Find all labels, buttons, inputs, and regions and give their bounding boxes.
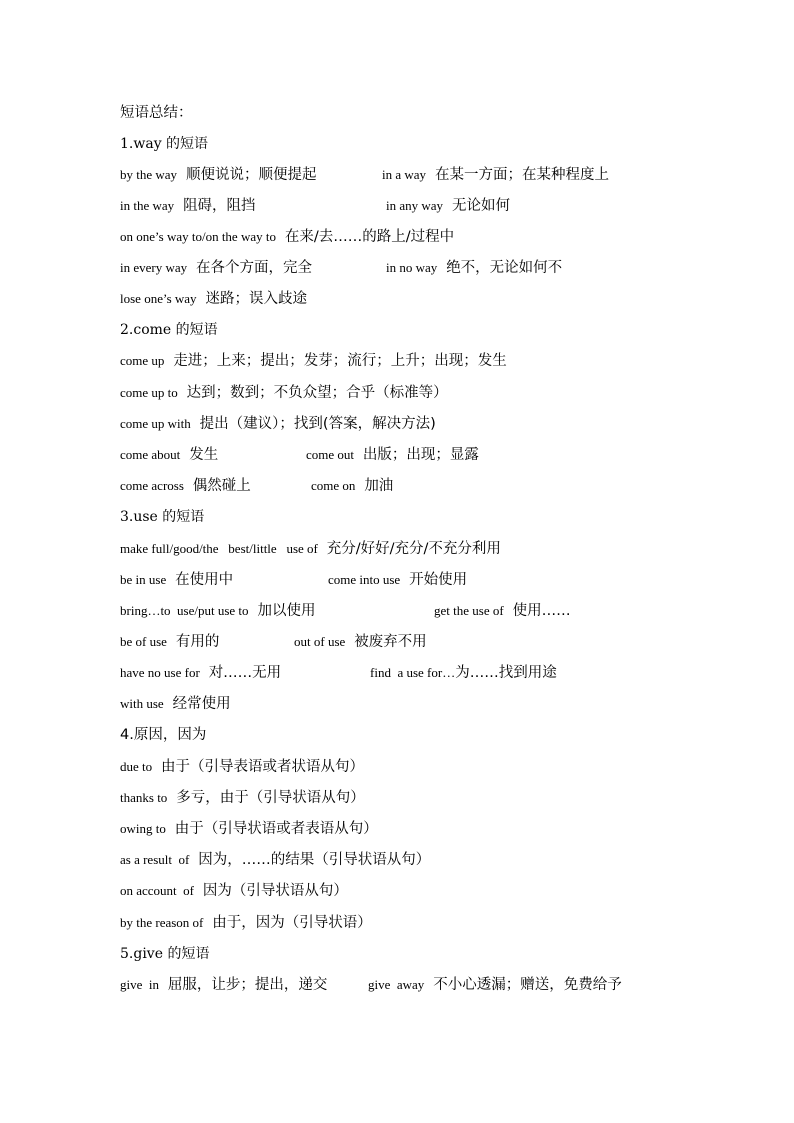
phrase-entry: out of use 被废弃不用	[294, 634, 427, 650]
phrase-entry: be in use 在使用中	[120, 572, 234, 588]
phrase-entry: in any way 无论如何	[386, 198, 510, 214]
section-heading-give: 5.give 的短语	[120, 946, 210, 962]
phrase-entry: by the way 顺便说说；顺便提起	[120, 167, 317, 183]
phrase-entry: bring…to use/put use to 加以使用	[120, 603, 316, 619]
phrase-entry: owing to 由于（引导状语或者表语从句）	[120, 821, 378, 837]
phrase-entry: due to 由于（引导表语或者状语从句）	[120, 759, 365, 775]
section-heading-way: 1.way 的短语	[120, 136, 209, 152]
phrase-entry: on one’s way to/on the way to 在来/去……的路上/过程中	[120, 229, 455, 245]
phrase-entry: in every way 在各个方面，完全	[120, 260, 313, 276]
section-heading-come: 2.come 的短语	[120, 322, 218, 338]
phrase-entry: lose one’s way 迷路；误入歧途	[120, 291, 307, 307]
phrase-entry: come into use 开始使用	[328, 572, 468, 588]
phrase-entry: come on 加油	[311, 478, 394, 494]
section-heading-reason: 4.原因，因为	[120, 727, 207, 743]
phrase-entry: give in 屈服，让步；提出，递交	[120, 977, 328, 993]
phrase-entry: in no way 绝不，无论如何不	[386, 260, 563, 276]
phrase-entry: find a use for…为……找到用途	[370, 665, 557, 681]
phrase-entry: with use 经常使用	[120, 696, 231, 712]
phrase-entry: come up 走进；上来；提出；发芽；流行；上升；出现；发生	[120, 353, 507, 369]
phrase-entry: as a result of 因为，……的结果（引导状语从句）	[120, 852, 431, 868]
phrase-entry: come up to 达到；数到；不负众望；合乎（标准等）	[120, 385, 448, 401]
section-heading-use: 3.use 的短语	[120, 509, 205, 525]
phrase-entry: be of use 有用的	[120, 634, 220, 650]
phrase-entry: in the way 阻碍，阻挡	[120, 198, 256, 214]
phrase-entry: come out 出版；出现；显露	[306, 447, 479, 463]
phrase-entry: come across 偶然碰上	[120, 478, 251, 494]
phrase-entry: by the reason of 由于，因为（引导状语）	[120, 915, 372, 931]
phrase-entry: in a way 在某一方面；在某种程度上	[382, 167, 609, 183]
phrase-entry: come about 发生	[120, 447, 219, 463]
phrase-entry: on account of 因为（引导状语从句）	[120, 883, 348, 899]
phrase-entry: have no use for 对……无用	[120, 665, 282, 681]
phrase-entry: come up with 提出（建议）；找到(答案，解决方法)	[120, 416, 436, 432]
summary-title: 短语总结：	[120, 105, 193, 121]
phrase-entry: make full/good/the best/little use of 充分/好好/充分/不充分利用	[120, 541, 501, 557]
phrase-entry: get the use of 使用……	[434, 603, 571, 619]
phrase-entry: give away 不小心透漏；赠送，免费给予	[368, 977, 622, 993]
phrase-entry: thanks to 多亏，由于（引导状语从句）	[120, 790, 365, 806]
